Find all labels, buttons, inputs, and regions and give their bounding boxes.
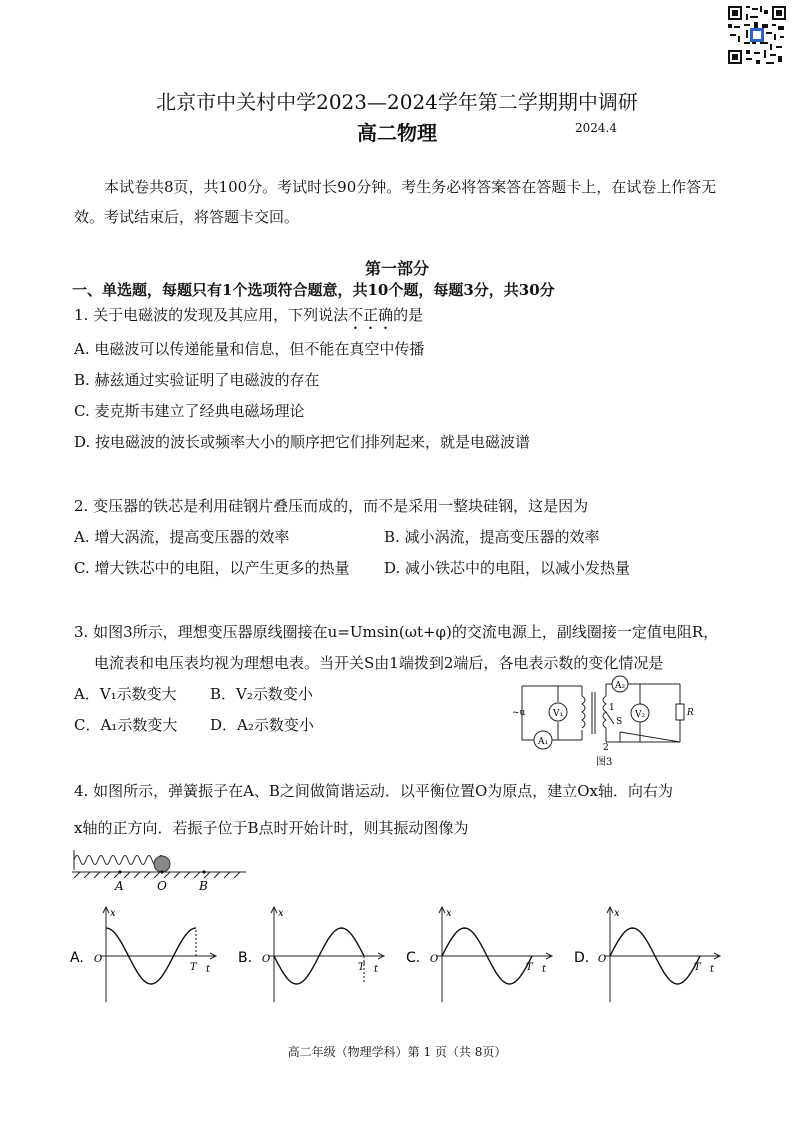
spring-label-o: O bbox=[157, 879, 167, 893]
q3-stem-line1: 3. 如图3所示，理想变压器原线圈接在u=Umsin(ωt+φ)的交流电源上，副线圈接一定值电阻R， bbox=[74, 623, 719, 641]
q4-graph-b[interactable] bbox=[238, 907, 384, 1002]
q3-figure-caption: 图3 bbox=[596, 757, 613, 768]
q3-circuit-figure bbox=[510, 672, 696, 768]
q4-stem-line2: x轴的正方向．若振子位于B点时开始计时，则其振动图像为 bbox=[74, 819, 469, 837]
q4-graph-x-label: x bbox=[110, 908, 116, 919]
q3-fig-v2-label: V₂ bbox=[635, 710, 646, 720]
q4-graph-period-label: T bbox=[526, 962, 533, 973]
q4-stem-line1: 4. 如图所示，弹簧振子在A、B之间做简谐运动．以平衡位置O为原点，建立Ox轴．向右为 bbox=[74, 782, 673, 800]
q4-graph-x-label: x bbox=[278, 908, 284, 919]
q3-stem-line2: 电流表和电压表均视为理想电表。当开关S由1端拨到2端后，各电表示数的变化情况是 bbox=[94, 654, 664, 672]
q3-fig-a1-label: A₁ bbox=[538, 737, 549, 747]
q3-fig-switch-label: S bbox=[616, 717, 623, 727]
q1-option-d: D. 按电磁波的波长或频率大小的顺序把它们排列起来，就是电磁波谱 bbox=[74, 433, 531, 451]
q4-graph-d[interactable] bbox=[574, 907, 720, 1002]
q4-graph-x-label: x bbox=[614, 908, 620, 919]
section-heading: 一、单选题，每题只有1个选项符合题意，共10个题，每题3分，共30分 bbox=[72, 281, 555, 299]
page-footer: 高二年级（物理学科）第 1 页（共 8页） bbox=[287, 1045, 507, 1059]
q4-graph-option-letter: C. bbox=[406, 950, 421, 966]
exam-instructions: 本试卷共8页，共100分。考试时长90分钟。考生务必将答案答在答题卡上，在试卷上作答无效。考试结束后，将答题卡交回。 bbox=[74, 178, 717, 226]
q4-graph-t-label: t bbox=[710, 964, 715, 975]
part-title: 第一部分 bbox=[364, 259, 429, 278]
q3-fig-terminal1-label: 1 bbox=[609, 703, 615, 713]
q4-spring-figure bbox=[70, 848, 250, 894]
q4-graph-period-label: T bbox=[358, 962, 365, 973]
q3-fig-v1-label: V₁ bbox=[553, 709, 564, 719]
q1-option-a: A. 电磁波可以传递能量和信息，但不能在真空中传播 bbox=[74, 340, 425, 358]
exam-title: 北京市中关村中学2023—2024学年第二学期期中调研 bbox=[156, 90, 638, 114]
q3-fig-resistor-label: R bbox=[687, 708, 694, 718]
q1-option-c: C. 麦克斯韦建立了经典电磁场理论 bbox=[74, 402, 305, 420]
q2-stem: 2. 变压器的铁芯是利用硅钢片叠压而成的，而不是采用一整块硅钢，这是因为 bbox=[74, 497, 589, 515]
q4-graph-t-label: t bbox=[206, 964, 211, 975]
q4-graph-option-letter: A. bbox=[70, 950, 84, 966]
q4-graphs-svg bbox=[60, 904, 760, 1010]
q3-option-a: A．V₁示数变大 bbox=[74, 685, 177, 703]
oscillator-ball bbox=[154, 856, 170, 872]
q4-graph-origin-label: O bbox=[262, 954, 271, 965]
q1-emphasis: 不正确 bbox=[348, 306, 394, 324]
q2-option-b: B. 减小涡流，提高变压器的效率 bbox=[384, 528, 600, 546]
spring-label-b: B bbox=[199, 879, 208, 893]
q2-option-c: C. 增大铁芯中的电阻，以产生更多的热量 bbox=[74, 559, 350, 577]
q4-graph-origin-label: O bbox=[598, 954, 607, 965]
q4-graph-options bbox=[60, 904, 760, 1010]
q4-graph-c[interactable] bbox=[406, 907, 552, 1002]
q3-fig-terminal2-label: 2 bbox=[603, 743, 609, 753]
q1-stem: 1. 关于电磁波的发现及其应用，下列说法不正确的是 bbox=[74, 306, 424, 324]
q4-graph-period-label: T bbox=[190, 962, 197, 973]
q4-graph-option-letter: D. bbox=[574, 950, 590, 966]
q4-graph-t-label: t bbox=[374, 964, 379, 975]
q2-option-d: D. 减小铁芯中的电阻，以减小发热量 bbox=[384, 559, 631, 577]
q3-fig-a2-label: A₂ bbox=[615, 681, 626, 691]
q1-option-b: B. 赫兹通过实验证明了电磁波的存在 bbox=[74, 371, 320, 389]
qr-code bbox=[726, 4, 788, 66]
q4-graph-a[interactable] bbox=[70, 907, 216, 1002]
q4-graph-origin-label: O bbox=[430, 954, 439, 965]
q2-option-a: A. 增大涡流，提高变压器的效率 bbox=[74, 528, 290, 546]
q4-graph-option-letter: B. bbox=[238, 950, 253, 966]
q3-option-c: C．A₁示数变大 bbox=[74, 716, 178, 734]
spring-label-a: A bbox=[115, 879, 124, 893]
q4-graph-t-label: t bbox=[542, 964, 547, 975]
exam-subject: 高二物理 bbox=[357, 121, 437, 145]
q4-graph-origin-label: O bbox=[94, 954, 103, 965]
exam-date: 2024.4 bbox=[575, 121, 617, 135]
q3-fig-source-label: ~u bbox=[512, 708, 526, 718]
q4-graph-x-label: x bbox=[446, 908, 452, 919]
q4-graph-period-label: T bbox=[694, 962, 701, 973]
q3-option-b: B．V₂示数变小 bbox=[210, 685, 313, 703]
q3-option-d: D．A₂示数变小 bbox=[210, 716, 314, 734]
